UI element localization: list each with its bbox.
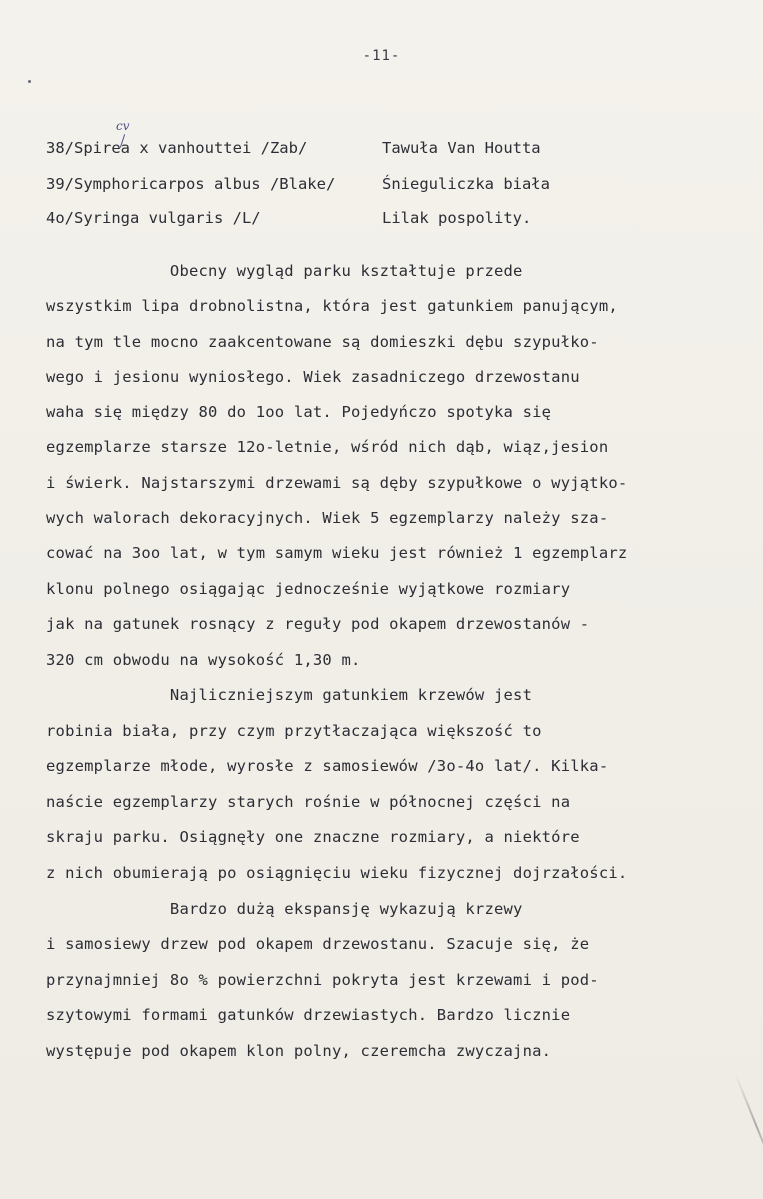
body-line: egzemplarze młode, wyrosłe z samosiewów /3o-4o lat/. Kilka- <box>46 757 609 775</box>
body-line: egzemplarze starsze 12o-letnie, wśród nich dąb, wiąz,jesion <box>46 438 609 456</box>
body-line: szytowymi formami gatunków drzewiastych. Bardzo licznie <box>46 1006 571 1024</box>
body-line: Najliczniejszym gatunkiem krzewów jest <box>46 686 533 704</box>
body-line: Bardzo dużą ekspansję wykazują krzewy <box>46 900 523 918</box>
species-polish: Lilak pospolity. <box>382 209 532 227</box>
species-polish: Tawuła Van Houtta <box>382 139 541 157</box>
species-latin: 38/Spirea x vanhouttei /Zab/ <box>46 139 308 157</box>
body-line: wych walorach dekoracyjnych. Wiek 5 egzemplarzy należy sza- <box>46 509 609 527</box>
body-line: przynajmniej 8o % powierzchni pokryta jest krzewami i pod- <box>46 971 599 989</box>
body-line: występuje pod okapem klon polny, czeremcha zwyczajna. <box>46 1042 552 1060</box>
body-line: Obecny wygląd parku kształtuje przede <box>46 262 523 280</box>
body-line: jak na gatunek rosnący z reguły pod okapem drzewostanów - <box>46 615 590 633</box>
body-line: wego i jesionu wyniosłego. Wiek zasadniczego drzewostanu <box>46 368 580 386</box>
page-number: -11- <box>362 48 401 64</box>
body-line: i samosiewy drzew pod okapem drzewostanu. Szacuje się, że <box>46 935 590 953</box>
body-line: waha się między 80 do 1oo lat. Pojedyńczo spotyka się <box>46 403 552 421</box>
body-line: klonu polnego osiągając jednocześnie wyjątkowe rozmiary <box>46 580 571 598</box>
species-latin: 4o/Syringa vulgaris /L/ <box>46 209 261 227</box>
ink-dot <box>28 80 31 83</box>
body-line: wszystkim lipa drobnolistna, która jest gatunkiem panującym, <box>46 297 618 315</box>
body-line: i świerk. Najstarszymi drzewami są dęby szypułkowe o wyjątko- <box>46 474 628 492</box>
species-latin: 39/Symphoricarpos albus /Blake/ <box>46 175 336 193</box>
body-line: 320 cm obwodu na wysokość 1,30 m. <box>46 651 361 669</box>
body-line: cować na 3oo lat, w tym samym wieku jest również 1 egzemplarz <box>46 544 628 562</box>
species-polish: Śnieguliczka biała <box>382 175 550 193</box>
body-line: skraju parku. Osiągnęły one znaczne rozmiary, a niektóre <box>46 828 580 846</box>
body-line: naście egzemplarzy starych rośnie w północnej części na <box>46 793 571 811</box>
body-line: na tym tle mocno zaakcentowane są domieszki dębu szypułko- <box>46 333 599 351</box>
body-line: z nich obumierają po osiągnięciu wieku fizycznej dojrzałości. <box>46 864 628 882</box>
paper-crease <box>734 1074 763 1177</box>
handwritten-annotation: cv <box>116 119 130 133</box>
body-line: robinia biała, przy czym przytłaczająca większość to <box>46 722 542 740</box>
